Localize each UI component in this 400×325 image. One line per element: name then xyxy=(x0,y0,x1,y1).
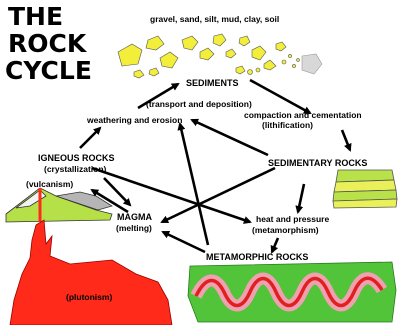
arrow-sedimentary-to-weathering xyxy=(192,120,268,155)
node-sediments: SEDIMENTS xyxy=(186,78,239,88)
arrow-sedimentary-to-heat xyxy=(298,184,304,212)
arrow-igneous-to-heat xyxy=(92,168,250,222)
label-transport-deposition: (transport and deposition) xyxy=(146,99,252,109)
sediment-particles-illustration xyxy=(118,34,322,78)
node-magma: MAGMA xyxy=(117,212,152,222)
arrow-metamorphic-to-weathering xyxy=(180,124,208,245)
plutonism-label: (plutonism) xyxy=(66,292,113,302)
label-crystallization: (crystallization) xyxy=(44,164,107,174)
node-sedimentary-rocks: SEDIMENTARY ROCKS xyxy=(268,158,368,168)
arrow-igneous-to-weathering xyxy=(80,128,100,148)
arrow-sediments-to-compaction xyxy=(250,80,310,113)
label-vulcanism: (vulcanism) xyxy=(26,179,74,189)
label-heat-pressure: heat and pressure xyxy=(256,214,330,224)
label-compaction-cementation: compaction and cementation xyxy=(244,110,362,120)
label-metamorphism: (metamorphism) xyxy=(252,225,319,235)
title-line-1: THE xyxy=(8,2,64,31)
label-weathering-erosion: weathering and erosion xyxy=(87,115,183,125)
title-line-3: CYCLE xyxy=(5,56,92,85)
metamorphic-rock-illustration xyxy=(188,262,396,322)
sediment-types-label: gravel, sand, silt, mud, clay, soil xyxy=(150,14,280,24)
node-metamorphic-rocks: METAMORPHIC ROCKS xyxy=(206,252,309,262)
label-lithification: (lithification) xyxy=(262,120,313,130)
node-igneous-rocks: IGNEOUS ROCKS xyxy=(38,153,115,163)
sedimentary-rock-layers xyxy=(333,170,397,208)
arrow-heat-to-metamorphic xyxy=(272,238,278,252)
magma-pluton-illustration xyxy=(10,220,172,325)
title-line-2: ROCK xyxy=(8,29,87,58)
label-melting: (melting) xyxy=(116,223,152,233)
arrow-metamorphic-to-magma xyxy=(163,232,205,252)
diagram-title xyxy=(5,2,92,85)
arrow-compaction-to-sedimentary xyxy=(342,130,350,150)
